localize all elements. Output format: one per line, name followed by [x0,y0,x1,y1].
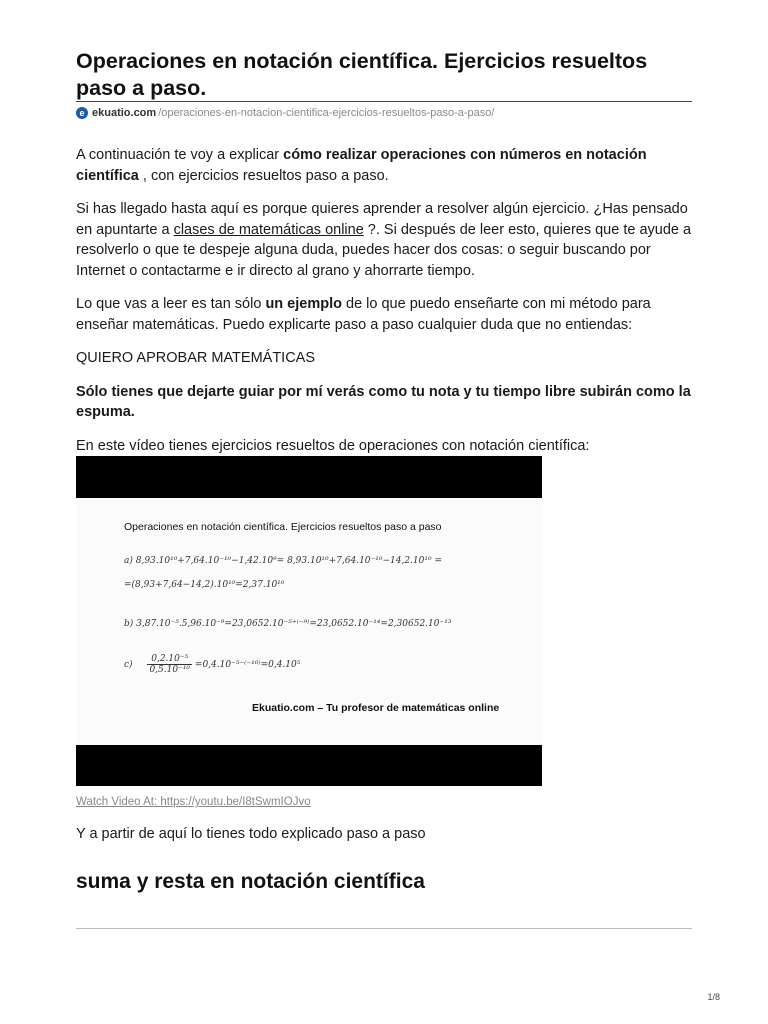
classes-text-end: ?. Si después de leer esto, quieres que te ayude a resolverlo o que te despeje alguna duda, puedes hacer dos cosas: o seguir buscando por Internet o contactarme e ir directo al grano y ahorrarte tiempo. [76,221,692,279]
video-frame-title: Operaciones en notación científica. Ejercicios resueltos paso a paso [124,521,442,533]
video-line-c-result: =0,4.10⁻⁵⁻⁽⁻¹⁰⁾=0,4.10⁵ [194,659,301,670]
source-path[interactable]: /operaciones-en-notacion-cientifica-ejercicios-resueltos-paso-a-paso/ [158,107,495,119]
video-line-c-numerator: 0,2.10⁻⁵ [147,654,192,665]
bold-promise-paragraph: Sólo tienes que dejarte guiar por mí verás como tu nota y tu tiempo libre subirán como la espuma. [76,383,691,420]
section-divider [76,928,692,929]
video-thumbnail[interactable] [76,456,542,786]
source-site[interactable]: ekuatio.com [92,107,157,119]
video-line-b: b) 3,87.10⁻⁵.5,96.10⁻⁹=23,0652.10⁻⁵⁺⁽⁻⁹⁾=23,0652.10⁻¹⁴=2,30652.10⁻¹³ [124,619,452,629]
classes-text: Si has llegado hasta aquí es porque quieres aprender a resolver algún ejercicio. ¿Has pensado en apuntarte a [76,201,688,238]
example-bold-text: un ejemplo [265,296,342,312]
video-line-c: c) $\frac{\text{0,2.10⁻⁵}}{\text{0,5.10⁻¹⁰}}$ =0,4.10⁻⁵⁻⁽⁻¹⁰⁾=0,4.10⁵ [124,654,301,675]
site-logo-icon: e [76,107,88,119]
page-title: Operaciones en notación científica. Ejercicios resueltos paso a paso. [76,49,648,100]
page-number: 1/8 [707,992,720,1002]
video-frame [76,498,542,745]
video-frame-footer: Ekuatio.com – Tu profesor de matemáticas online [252,702,500,714]
video-line-c-denominator: 0,5.10⁻¹⁰ [149,665,191,675]
example-text-end: de lo que puedo enseñarte con mi método para enseñar matemáticas. Puedo explicarte paso a paso cualquier duda que no entiendas: [76,296,651,333]
video-line-a1: a) 8,93.10¹⁰+7,64.10⁻¹⁰−1,42.10⁹= 8,93.10¹⁰+7,64.10⁻¹⁰−14,2.10¹⁰ = [124,556,443,566]
document-page [76,48,692,929]
example-paragraph [76,294,692,335]
video-line-a2: =(8,93+7,64−14,2).10¹⁰=2,37.10¹⁰ [124,580,285,590]
cta-text[interactable]: QUIERO APROBAR MATEMÁTICAS [76,350,316,366]
example-text: Lo que vas a leer es tan sólo [76,296,266,312]
classes-paragraph [76,199,692,281]
section-heading: suma y resta en notación científica [76,869,425,893]
video-intro-paragraph: En este vídeo tienes ejercicios resueltos de operaciones con notación científica: [76,437,590,454]
intro-paragraph [76,145,692,186]
explained-paragraph: Y a partir de aquí lo tienes todo explicado paso a paso [76,826,426,842]
source-line [76,106,692,120]
intro-bold-text: cómo realizar operaciones con números en notación científica [76,147,647,184]
intro-text: A continuación te voy a explicar [76,147,284,163]
intro-text-end: , con ejercicios resueltos paso a paso. [138,167,389,184]
online-classes-link[interactable]: clases de matemáticas online [173,221,364,238]
watch-video-link[interactable]: Watch Video At: https://youtu.be/I8tSwmIOJvo [76,796,311,808]
